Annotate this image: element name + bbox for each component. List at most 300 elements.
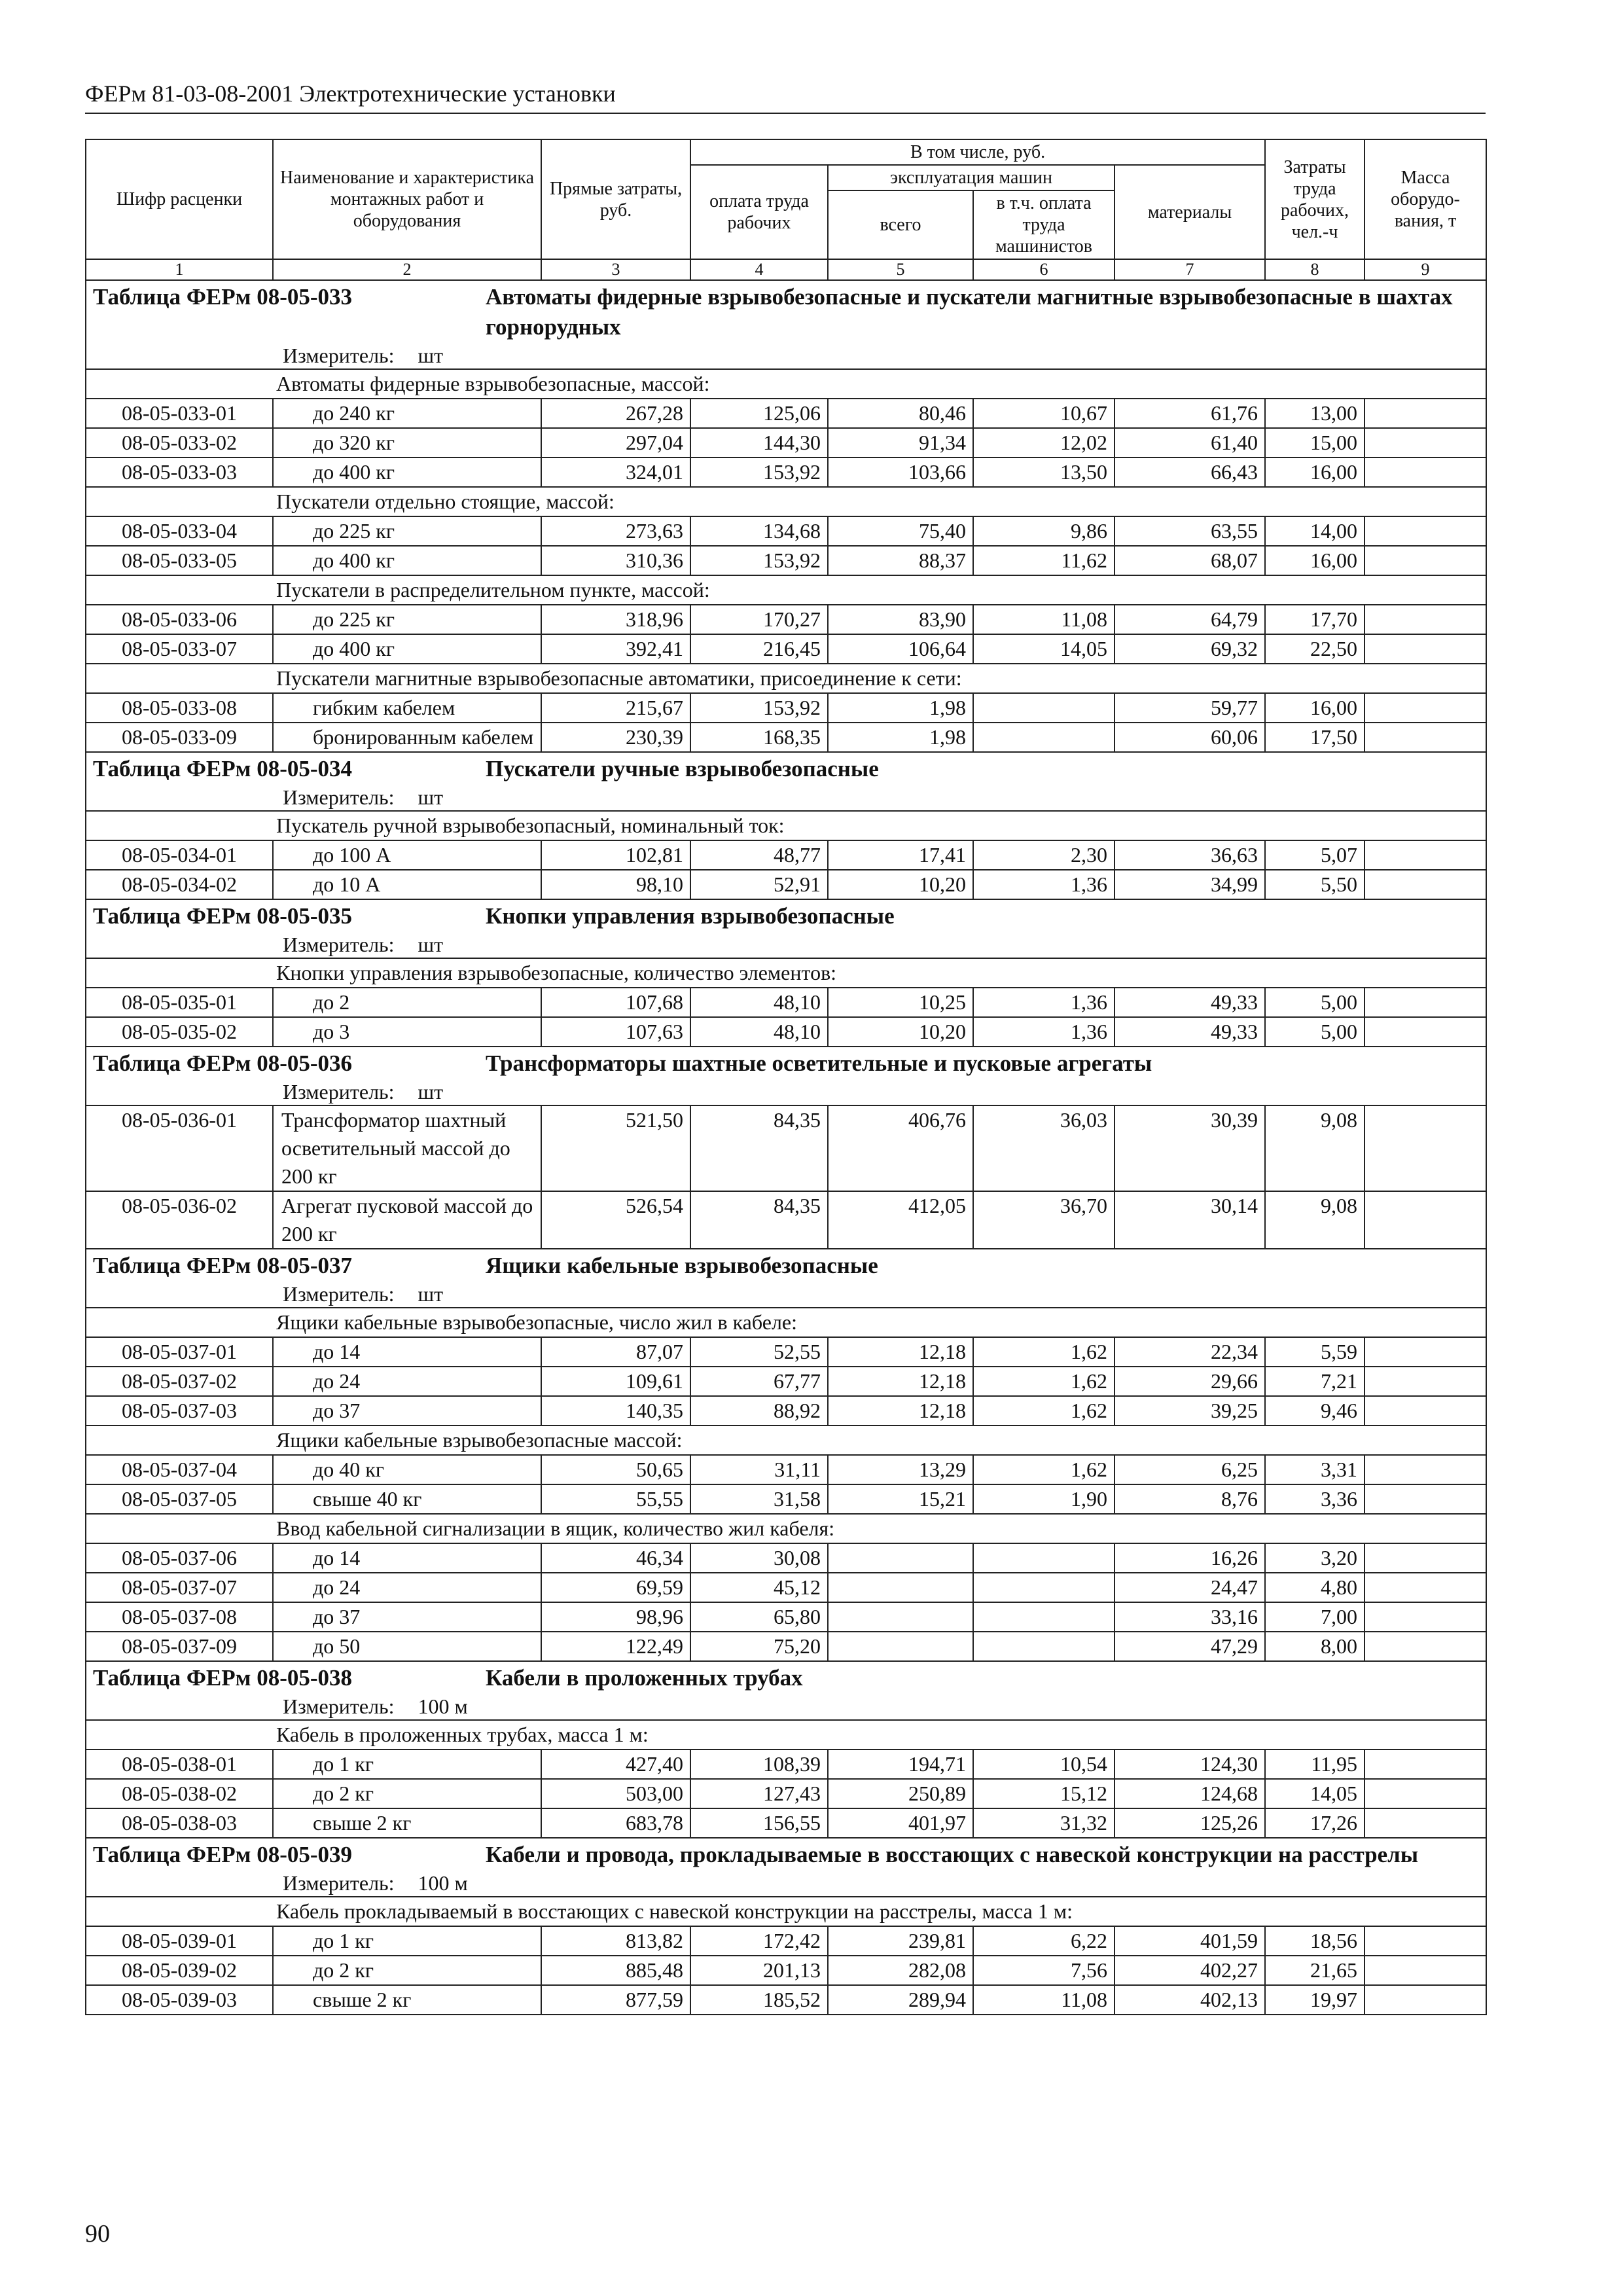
- section-title-row: [86, 1838, 1486, 1897]
- table-row: [86, 1632, 1486, 1661]
- equipment-mass-cell: [1364, 1602, 1486, 1632]
- direct-cost-cell: 122,49: [541, 1632, 690, 1661]
- table-row: [86, 1808, 1486, 1838]
- labor-pay-cell: 156,55: [690, 1808, 828, 1838]
- labor-pay-cell: 31,58: [690, 1484, 828, 1514]
- direct-cost-cell: 46,34: [541, 1543, 690, 1573]
- equipment-mass-cell: [1364, 457, 1486, 487]
- machinist-pay-cell: 11,08: [973, 605, 1115, 634]
- section-code: Таблица ФЕРм 08-05-037: [93, 1253, 353, 1278]
- machinist-pay-cell: 1,62: [973, 1396, 1115, 1426]
- direct-cost-cell: 324,01: [541, 457, 690, 487]
- section-title: [86, 1249, 1486, 1308]
- labor-cost-cell: 8,00: [1265, 1632, 1364, 1661]
- labor-pay-cell: 65,80: [690, 1602, 828, 1632]
- materials-cell: 401,59: [1115, 1926, 1265, 1956]
- group-label: Кабель прокладываемый в восстающих с навеской конструкции на расстрелы, масса 1 м:: [86, 1897, 1486, 1926]
- group-label: Кнопки управления взрывобезопасные, количество элементов:: [86, 958, 1486, 988]
- labor-pay-cell: 48,10: [690, 988, 828, 1017]
- equipment-mass-cell: [1364, 1573, 1486, 1602]
- machinist-pay-cell: 13,50: [973, 457, 1115, 487]
- equipment-mass-cell: [1364, 1017, 1486, 1047]
- table-row: [86, 840, 1486, 870]
- equipment-mass-cell: [1364, 546, 1486, 575]
- column-numbers-row: [86, 259, 1486, 280]
- labor-cost-cell: 14,00: [1265, 516, 1364, 546]
- machinist-pay-cell: 6,22: [973, 1926, 1115, 1956]
- group-label: Ввод кабельной сигнализации в ящик, количество жил кабеля:: [86, 1514, 1486, 1543]
- work-name-cell: до 24: [273, 1367, 541, 1396]
- direct-cost-cell: 215,67: [541, 693, 690, 723]
- direct-cost-cell: 310,36: [541, 546, 690, 575]
- equipment-mass-cell: [1364, 634, 1486, 664]
- rate-code-cell: 08-05-037-06: [86, 1543, 273, 1573]
- unit-value: шт: [418, 1080, 444, 1103]
- labor-pay-cell: 108,39: [690, 1749, 828, 1779]
- group-label-row: [86, 369, 1486, 399]
- table-row: [86, 399, 1486, 428]
- labor-cost-cell: 13,00: [1265, 399, 1364, 428]
- work-name-cell: до 2 кг: [273, 1779, 541, 1808]
- direct-cost-cell: 503,00: [541, 1779, 690, 1808]
- table-row: [86, 1191, 1486, 1249]
- machines-total-cell: 12,18: [828, 1367, 973, 1396]
- group-label: Ящики кабельные взрывобезопасные массой:: [86, 1426, 1486, 1455]
- section-code: Таблица ФЕРм 08-05-036: [93, 1050, 353, 1076]
- rate-code-cell: 08-05-037-05: [86, 1484, 273, 1514]
- column-number: 2: [273, 259, 541, 280]
- work-name-cell: до 225 кг: [273, 516, 541, 546]
- machinist-pay-cell: 10,54: [973, 1749, 1115, 1779]
- labor-cost-cell: 9,08: [1265, 1105, 1364, 1191]
- labor-pay-cell: 45,12: [690, 1573, 828, 1602]
- labor-cost-cell: 3,31: [1265, 1455, 1364, 1484]
- equipment-mass-cell: [1364, 399, 1486, 428]
- work-name-cell: до 1 кг: [273, 1926, 541, 1956]
- machinist-pay-cell: [973, 693, 1115, 723]
- materials-cell: 66,43: [1115, 457, 1265, 487]
- direct-cost-cell: 267,28: [541, 399, 690, 428]
- direct-cost-cell: 107,68: [541, 988, 690, 1017]
- labor-pay-cell: 88,92: [690, 1396, 828, 1426]
- machines-total-cell: 289,94: [828, 1985, 973, 2015]
- unit-label: Измеритель:: [283, 933, 395, 956]
- table-row: [86, 1396, 1486, 1426]
- work-name-cell: до 10 А: [273, 870, 541, 899]
- rate-code-cell: 08-05-037-07: [86, 1573, 273, 1602]
- labor-cost-cell: 5,59: [1265, 1337, 1364, 1367]
- unit-line: [93, 931, 1479, 958]
- work-name-cell: до 24: [273, 1573, 541, 1602]
- equipment-mass-cell: [1364, 516, 1486, 546]
- direct-cost-cell: 526,54: [541, 1191, 690, 1249]
- machinist-pay-cell: [973, 1543, 1115, 1573]
- materials-cell: 61,76: [1115, 399, 1265, 428]
- direct-cost-cell: 427,40: [541, 1749, 690, 1779]
- direct-cost-cell: 50,65: [541, 1455, 690, 1484]
- machines-total-cell: [828, 1632, 973, 1661]
- section-code: Таблица ФЕРм 08-05-038: [93, 1665, 353, 1691]
- work-name-cell: до 37: [273, 1602, 541, 1632]
- machinist-pay-cell: 10,67: [973, 399, 1115, 428]
- equipment-mass-cell: [1364, 605, 1486, 634]
- col-name-header: Наименование и характеристика монтажных работ и оборудования: [273, 139, 541, 259]
- materials-cell: 29,66: [1115, 1367, 1265, 1396]
- direct-cost-cell: 318,96: [541, 605, 690, 634]
- labor-cost-cell: 14,05: [1265, 1779, 1364, 1808]
- machines-total-cell: 106,64: [828, 634, 973, 664]
- group-label-row: [86, 958, 1486, 988]
- machinist-pay-cell: 36,03: [973, 1105, 1115, 1191]
- machines-total-cell: 13,29: [828, 1455, 973, 1484]
- equipment-mass-cell: [1364, 1455, 1486, 1484]
- rate-code-cell: 08-05-038-03: [86, 1808, 273, 1838]
- rate-code-cell: 08-05-035-01: [86, 988, 273, 1017]
- rate-code-cell: 08-05-037-02: [86, 1367, 273, 1396]
- labor-pay-cell: 84,35: [690, 1105, 828, 1191]
- unit-label: Измеритель:: [283, 785, 395, 809]
- rate-code-cell: 08-05-035-02: [86, 1017, 273, 1047]
- table-body: [86, 280, 1486, 2015]
- machinist-pay-cell: 1,36: [973, 1017, 1115, 1047]
- machinist-pay-cell: 1,62: [973, 1367, 1115, 1396]
- machinist-pay-cell: 1,36: [973, 988, 1115, 1017]
- table-row: [86, 634, 1486, 664]
- group-label-row: [86, 1720, 1486, 1749]
- direct-cost-cell: 392,41: [541, 634, 690, 664]
- labor-pay-cell: 185,52: [690, 1985, 828, 2015]
- labor-pay-cell: 127,43: [690, 1779, 828, 1808]
- section-title: [86, 899, 1486, 958]
- labor-cost-cell: 3,36: [1265, 1484, 1364, 1514]
- machines-total-cell: 12,18: [828, 1396, 973, 1426]
- column-number: 4: [690, 259, 828, 280]
- machinist-pay-cell: 7,56: [973, 1956, 1115, 1985]
- section-code: Таблица ФЕРм 08-05-035: [93, 903, 353, 929]
- group-label: Пускатели магнитные взрывобезопасные автоматики, присоединение к сети:: [86, 664, 1486, 693]
- section-name: Пускатели ручные взрывобезопасные: [486, 756, 879, 781]
- machines-total-cell: 83,90: [828, 605, 973, 634]
- unit-value: шт: [418, 1282, 444, 1306]
- work-name-cell: свыше 40 кг: [273, 1484, 541, 1514]
- direct-cost-cell: 885,48: [541, 1956, 690, 1985]
- labor-pay-cell: 125,06: [690, 399, 828, 428]
- equipment-mass-cell: [1364, 1926, 1486, 1956]
- materials-cell: 30,14: [1115, 1191, 1265, 1249]
- direct-cost-cell: 98,10: [541, 870, 690, 899]
- page-number: 90: [85, 2220, 110, 2248]
- group-label-row: [86, 1897, 1486, 1926]
- labor-pay-cell: 30,08: [690, 1543, 828, 1573]
- section-code: Таблица ФЕРм 08-05-039: [93, 1842, 353, 1867]
- materials-cell: 36,63: [1115, 840, 1265, 870]
- table-row: [86, 1926, 1486, 1956]
- section-code: Таблица ФЕРм 08-05-033: [93, 284, 353, 310]
- materials-cell: 33,16: [1115, 1602, 1265, 1632]
- work-name-cell: до 400 кг: [273, 634, 541, 664]
- unit-value: 100 м: [418, 1871, 468, 1895]
- column-number: 6: [973, 259, 1115, 280]
- equipment-mass-cell: [1364, 1105, 1486, 1191]
- labor-cost-cell: 5,00: [1265, 988, 1364, 1017]
- labor-pay-cell: 201,13: [690, 1956, 828, 1985]
- table-row: [86, 988, 1486, 1017]
- table-row: [86, 1573, 1486, 1602]
- unit-line: [93, 1693, 1479, 1719]
- unit-line: [93, 342, 1479, 368]
- table-row: [86, 516, 1486, 546]
- labor-cost-cell: 7,00: [1265, 1602, 1364, 1632]
- column-number: 1: [86, 259, 273, 280]
- work-name-cell: до 37: [273, 1396, 541, 1426]
- work-name-cell: до 100 А: [273, 840, 541, 870]
- machines-total-cell: 10,20: [828, 1017, 973, 1047]
- group-label-row: [86, 1308, 1486, 1337]
- labor-pay-cell: 48,77: [690, 840, 828, 870]
- col-machines-header: эксплуатация машин: [828, 165, 1115, 190]
- group-label-row: [86, 487, 1486, 516]
- labor-cost-cell: 5,07: [1265, 840, 1364, 870]
- column-number: 5: [828, 259, 973, 280]
- table-row: [86, 457, 1486, 487]
- unit-label: Измеритель:: [283, 1080, 395, 1103]
- rate-code-cell: 08-05-037-09: [86, 1632, 273, 1661]
- unit-value: шт: [418, 785, 444, 809]
- work-name-cell: гибким кабелем: [273, 693, 541, 723]
- rate-code-cell: 08-05-033-02: [86, 428, 273, 457]
- machines-total-cell: 239,81: [828, 1926, 973, 1956]
- work-name-cell: до 3: [273, 1017, 541, 1047]
- materials-cell: 63,55: [1115, 516, 1265, 546]
- unit-label: Измеритель:: [283, 1695, 395, 1718]
- rates-table: [85, 139, 1487, 2015]
- group-label: Кабель в проложенных трубах, масса 1 м:: [86, 1720, 1486, 1749]
- section-name: Кнопки управления взрывобезопасные: [486, 903, 895, 929]
- work-name-cell: до 2 кг: [273, 1956, 541, 1985]
- rate-code-cell: 08-05-033-05: [86, 546, 273, 575]
- materials-cell: 24,47: [1115, 1573, 1265, 1602]
- direct-cost-cell: 297,04: [541, 428, 690, 457]
- direct-cost-cell: 273,63: [541, 516, 690, 546]
- unit-value: 100 м: [418, 1695, 468, 1718]
- equipment-mass-cell: [1364, 1749, 1486, 1779]
- labor-cost-cell: 17,70: [1265, 605, 1364, 634]
- labor-cost-cell: 9,46: [1265, 1396, 1364, 1426]
- equipment-mass-cell: [1364, 1632, 1486, 1661]
- group-label: Пускатели отдельно стоящие, массой:: [86, 487, 1486, 516]
- direct-cost-cell: 877,59: [541, 1985, 690, 2015]
- materials-cell: 68,07: [1115, 546, 1265, 575]
- group-label-row: [86, 664, 1486, 693]
- equipment-mass-cell: [1364, 1484, 1486, 1514]
- labor-pay-cell: 52,91: [690, 870, 828, 899]
- machines-total-cell: 1,98: [828, 723, 973, 752]
- unit-line: [93, 1079, 1479, 1105]
- labor-pay-cell: 153,92: [690, 546, 828, 575]
- rate-code-cell: 08-05-037-03: [86, 1396, 273, 1426]
- col-including-header: В том числе, руб.: [690, 139, 1265, 165]
- table-row: [86, 428, 1486, 457]
- equipment-mass-cell: [1364, 1337, 1486, 1367]
- labor-pay-cell: 153,92: [690, 693, 828, 723]
- direct-cost-cell: 98,96: [541, 1602, 690, 1632]
- work-name-cell: до 400 кг: [273, 457, 541, 487]
- col-labor-cost-header: Затраты труда рабочих, чел.-ч: [1265, 139, 1364, 259]
- machines-total-cell: 406,76: [828, 1105, 973, 1191]
- table-row: [86, 1602, 1486, 1632]
- table-row: [86, 1017, 1486, 1047]
- section-name: Ящики кабельные взрывобезопасные: [486, 1253, 878, 1278]
- equipment-mass-cell: [1364, 693, 1486, 723]
- machinist-pay-cell: 12,02: [973, 428, 1115, 457]
- materials-cell: 124,30: [1115, 1749, 1265, 1779]
- labor-pay-cell: 134,68: [690, 516, 828, 546]
- table-row: [86, 1337, 1486, 1367]
- group-label: Пускатели в распределительном пункте, массой:: [86, 575, 1486, 605]
- section-title-row: [86, 1661, 1486, 1720]
- direct-cost-cell: 683,78: [541, 1808, 690, 1838]
- section-title-row: [86, 280, 1486, 369]
- group-label-row: [86, 811, 1486, 840]
- machines-total-cell: 1,98: [828, 693, 973, 723]
- materials-cell: 49,33: [1115, 1017, 1265, 1047]
- machines-total-cell: 12,18: [828, 1337, 973, 1367]
- section-title-row: [86, 1249, 1486, 1308]
- equipment-mass-cell: [1364, 988, 1486, 1017]
- materials-cell: 6,25: [1115, 1455, 1265, 1484]
- table-row: [86, 1105, 1486, 1191]
- direct-cost-cell: 109,61: [541, 1367, 690, 1396]
- labor-pay-cell: 75,20: [690, 1632, 828, 1661]
- machines-total-cell: 75,40: [828, 516, 973, 546]
- col-materials-header: материалы: [1115, 165, 1265, 259]
- equipment-mass-cell: [1364, 723, 1486, 752]
- materials-cell: 49,33: [1115, 988, 1265, 1017]
- labor-pay-cell: 216,45: [690, 634, 828, 664]
- materials-cell: 22,34: [1115, 1337, 1265, 1367]
- table-row: [86, 1455, 1486, 1484]
- labor-cost-cell: 7,21: [1265, 1367, 1364, 1396]
- machinist-pay-cell: [973, 1602, 1115, 1632]
- machines-total-cell: 10,20: [828, 870, 973, 899]
- group-label-row: [86, 1426, 1486, 1455]
- machinist-pay-cell: 14,05: [973, 634, 1115, 664]
- col-mass-header: Масса оборудо-вания, т: [1364, 139, 1486, 259]
- labor-cost-cell: 5,00: [1265, 1017, 1364, 1047]
- equipment-mass-cell: [1364, 1779, 1486, 1808]
- col-direct-header: Прямые затраты, руб.: [541, 139, 690, 259]
- work-name-cell: до 2: [273, 988, 541, 1017]
- labor-cost-cell: 18,56: [1265, 1926, 1364, 1956]
- work-name-cell: до 1 кг: [273, 1749, 541, 1779]
- table-row: [86, 1779, 1486, 1808]
- rate-code-cell: 08-05-034-01: [86, 840, 273, 870]
- group-label-row: [86, 1514, 1486, 1543]
- equipment-mass-cell: [1364, 1956, 1486, 1985]
- machinist-pay-cell: 11,62: [973, 546, 1115, 575]
- column-number: 7: [1115, 259, 1265, 280]
- machines-total-cell: 10,25: [828, 988, 973, 1017]
- labor-cost-cell: 15,00: [1265, 428, 1364, 457]
- work-name-cell: до 14: [273, 1337, 541, 1367]
- machines-total-cell: 412,05: [828, 1191, 973, 1249]
- materials-cell: 60,06: [1115, 723, 1265, 752]
- column-number: 3: [541, 259, 690, 280]
- labor-cost-cell: 19,97: [1265, 1985, 1364, 2015]
- rate-code-cell: 08-05-037-08: [86, 1602, 273, 1632]
- labor-cost-cell: 16,00: [1265, 457, 1364, 487]
- column-number: 9: [1364, 259, 1486, 280]
- work-name-cell: до 40 кг: [273, 1455, 541, 1484]
- machinist-pay-cell: 2,30: [973, 840, 1115, 870]
- direct-cost-cell: 107,63: [541, 1017, 690, 1047]
- machines-total-cell: 103,66: [828, 457, 973, 487]
- group-label: Пускатель ручной взрывобезопасный, номинальный ток:: [86, 811, 1486, 840]
- materials-cell: 402,27: [1115, 1956, 1265, 1985]
- section-title-row: [86, 899, 1486, 958]
- machinist-pay-cell: 11,08: [973, 1985, 1115, 2015]
- labor-pay-cell: 172,42: [690, 1926, 828, 1956]
- labor-pay-cell: 153,92: [690, 457, 828, 487]
- rate-code-cell: 08-05-038-01: [86, 1749, 273, 1779]
- table-row: [86, 1749, 1486, 1779]
- labor-cost-cell: 5,50: [1265, 870, 1364, 899]
- machines-total-cell: [828, 1543, 973, 1573]
- direct-cost-cell: 813,82: [541, 1926, 690, 1956]
- machinist-pay-cell: 9,86: [973, 516, 1115, 546]
- labor-pay-cell: 52,55: [690, 1337, 828, 1367]
- rate-code-cell: 08-05-034-02: [86, 870, 273, 899]
- section-name: Трансформаторы шахтные осветительные и пусковые агрегаты: [486, 1050, 1152, 1076]
- labor-pay-cell: 31,11: [690, 1455, 828, 1484]
- labor-cost-cell: 16,00: [1265, 546, 1364, 575]
- table-row: [86, 1543, 1486, 1573]
- labor-cost-cell: 4,80: [1265, 1573, 1364, 1602]
- col-machines-total-header: всего: [828, 190, 973, 259]
- rate-code-cell: 08-05-033-07: [86, 634, 273, 664]
- machinist-pay-cell: 15,12: [973, 1779, 1115, 1808]
- labor-cost-cell: 3,20: [1265, 1543, 1364, 1573]
- machinist-pay-cell: 1,62: [973, 1455, 1115, 1484]
- work-name-cell: свыше 2 кг: [273, 1808, 541, 1838]
- direct-cost-cell: 521,50: [541, 1105, 690, 1191]
- machines-total-cell: 80,46: [828, 399, 973, 428]
- machines-total-cell: 91,34: [828, 428, 973, 457]
- table-row: [86, 1985, 1486, 2015]
- col-labor-pay-header: оплата труда рабочих: [690, 165, 828, 259]
- labor-cost-cell: 11,95: [1265, 1749, 1364, 1779]
- machines-total-cell: 194,71: [828, 1749, 973, 1779]
- unit-label: Измеритель:: [283, 1282, 395, 1306]
- labor-pay-cell: 170,27: [690, 605, 828, 634]
- materials-cell: 64,79: [1115, 605, 1265, 634]
- labor-cost-cell: 22,50: [1265, 634, 1364, 664]
- section-title: [86, 1661, 1486, 1720]
- table-row: [86, 870, 1486, 899]
- materials-cell: 34,99: [1115, 870, 1265, 899]
- equipment-mass-cell: [1364, 1985, 1486, 2015]
- column-number: 8: [1265, 259, 1364, 280]
- section-name: Кабели и провода, прокладываемые в восстающих с навеской конструкции на расстрелы: [486, 1842, 1419, 1867]
- section-title: [86, 1838, 1486, 1897]
- machines-total-cell: 17,41: [828, 840, 973, 870]
- equipment-mass-cell: [1364, 1808, 1486, 1838]
- direct-cost-cell: 102,81: [541, 840, 690, 870]
- materials-cell: 125,26: [1115, 1808, 1265, 1838]
- machines-total-cell: 15,21: [828, 1484, 973, 1514]
- rate-code-cell: 08-05-037-04: [86, 1455, 273, 1484]
- page-header: ФЕРм 81-03-08-2001 Электротехнические установки: [85, 77, 1486, 114]
